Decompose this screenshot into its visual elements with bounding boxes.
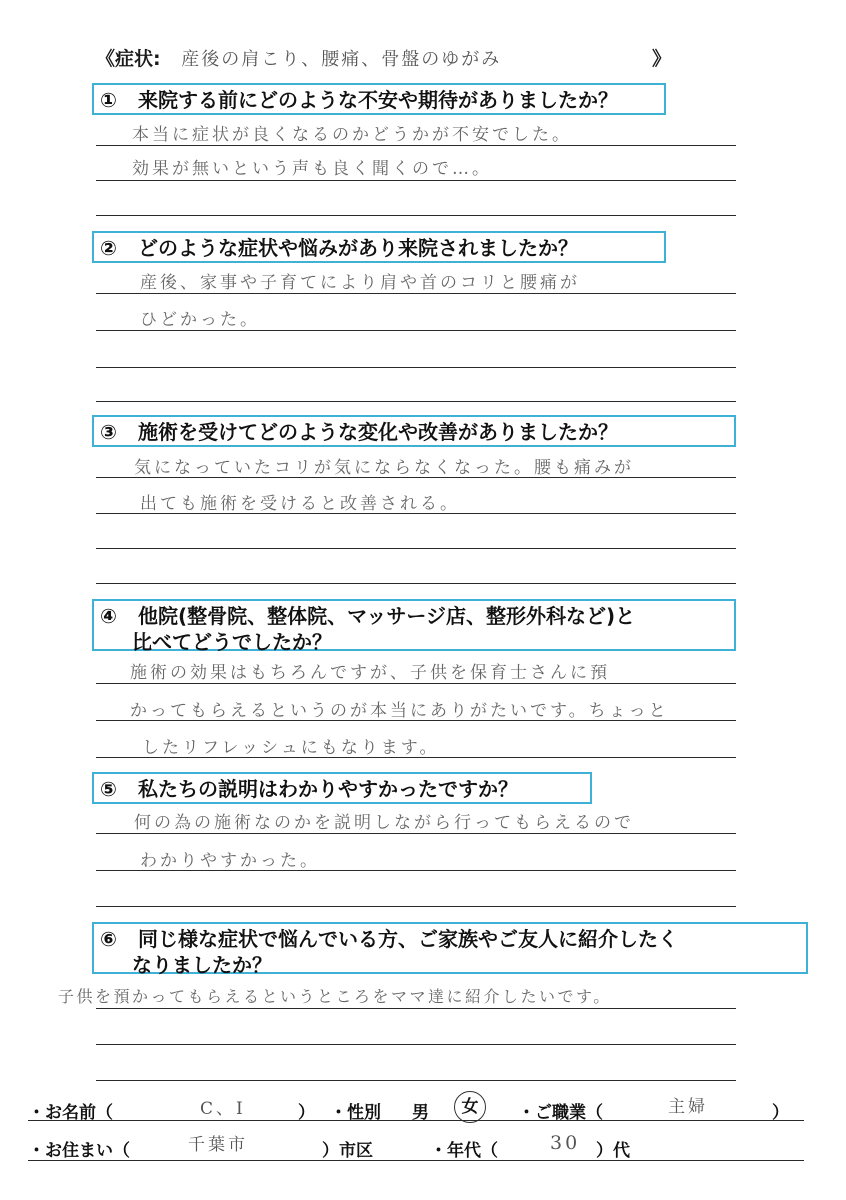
ruled-line [96,757,736,758]
answer-6-line-1: 子供を預かってもらえるというところをママ達に紹介したいです。 [58,987,612,1006]
job-label: ・ご職業（ [518,1103,603,1123]
address-value: 千葉市 [188,1135,248,1155]
answer-4-line-3: したリフレッシュにもなります。 [142,738,440,758]
symptom-line [96,44,676,74]
answer-4-line-1: 施術の効果はもちろんですが、子供を保育士さんに預 [130,663,610,683]
ruled-line [96,145,736,146]
ruled-line [96,513,736,514]
ruled-line [96,401,736,402]
job-close: ） [772,1103,789,1123]
question-text: 同じ様な症状で悩んでいる方、ご家族やご友人に紹介したく [138,927,678,951]
question-text: 来院する前にどのような不安や期待がありましたか？ [138,88,618,112]
ruled-line [96,293,736,294]
ruled-line [96,1044,736,1045]
ruled-line [96,330,736,331]
ruled-line [96,833,736,834]
answer-5-line-1: 何の為の施術なのかを説明しながら行ってもらえるので [134,813,634,833]
answer-5-line-2: わかりやすかった。 [140,851,320,871]
question-2-box [92,231,666,263]
name-label: ・お名前（ [28,1103,113,1123]
gender-label: ・性別 [330,1103,381,1123]
question-text-line-2: 比べてどうでしたか？ [132,630,332,654]
answer-2-line-2: ひどかった。 [140,310,260,330]
age-suffix: ）代 [596,1141,630,1161]
question-4-box [92,599,736,654]
gender-male: 男 [412,1103,429,1123]
question-number: ① [100,88,117,112]
ruled-line [96,683,736,684]
question-number: ⑥ [100,927,117,951]
footer-line-2 [28,1160,804,1161]
answer-3-line-1: 気になっていたコリが気にならなくなった。腰も痛みが [134,458,634,478]
symptom-label: 《症状: [96,48,161,70]
job-value: 主婦 [668,1097,708,1117]
question-1-box [92,83,666,115]
address-label: ・お住まい（ [28,1141,130,1161]
question-text: 私たちの説明はわかりやすかったですか？ [138,777,518,801]
footer-line-1 [28,1120,804,1121]
answer-1-line-2: 効果が無いという声も良く聞くので…。 [132,159,492,179]
symptom-value: 産後の肩こり、腰痛、骨盤のゆがみ [181,49,502,70]
answer-4-line-2: かってもらえるというのが本当にありがたいです。ちょっと [130,701,669,721]
age-label: ・年代（ [430,1141,498,1161]
question-5-box [92,772,592,804]
ruled-line [96,1008,736,1009]
ruled-line [96,215,736,216]
ruled-line [96,367,736,368]
ruled-line [96,906,736,907]
question-text: どのような症状や悩みがあり来院されましたか？ [138,236,578,260]
address-suffix: ）市区 [322,1141,373,1161]
ruled-line [96,583,736,584]
ruled-line [96,548,736,549]
question-number: ③ [100,420,117,444]
answer-3-line-2: 出ても施術を受けると改善される。 [140,494,460,514]
gender-female-circled: 女 [454,1091,486,1123]
ruled-line [96,720,736,721]
question-text-line-2: なりましたか？ [132,953,272,977]
question-text: 施術を受けてどのような変化や改善がありましたか？ [138,420,618,444]
answer-1-line-1: 本当に症状が良くなるのかどうかが不安でした。 [132,125,572,145]
question-number: ② [100,236,117,260]
ruled-line [96,870,736,871]
question-number: ④ [100,604,117,628]
name-close: ） [298,1103,315,1123]
question-6-box [92,922,808,977]
ruled-line [96,1080,736,1081]
name-value: C、I [200,1099,246,1119]
ruled-line [96,180,736,181]
ruled-line [96,477,736,478]
question-number: ⑤ [100,777,117,801]
age-value: 30 [550,1132,581,1154]
question-3-box [92,415,736,447]
question-text: 他院(整骨院、整体院、マッサージ店、整形外科など)と [138,604,636,628]
symptom-close-bracket: 》 [652,48,672,70]
answer-2-line-1: 産後、家事や子育てにより肩や首のコリと腰痛が [140,273,580,293]
